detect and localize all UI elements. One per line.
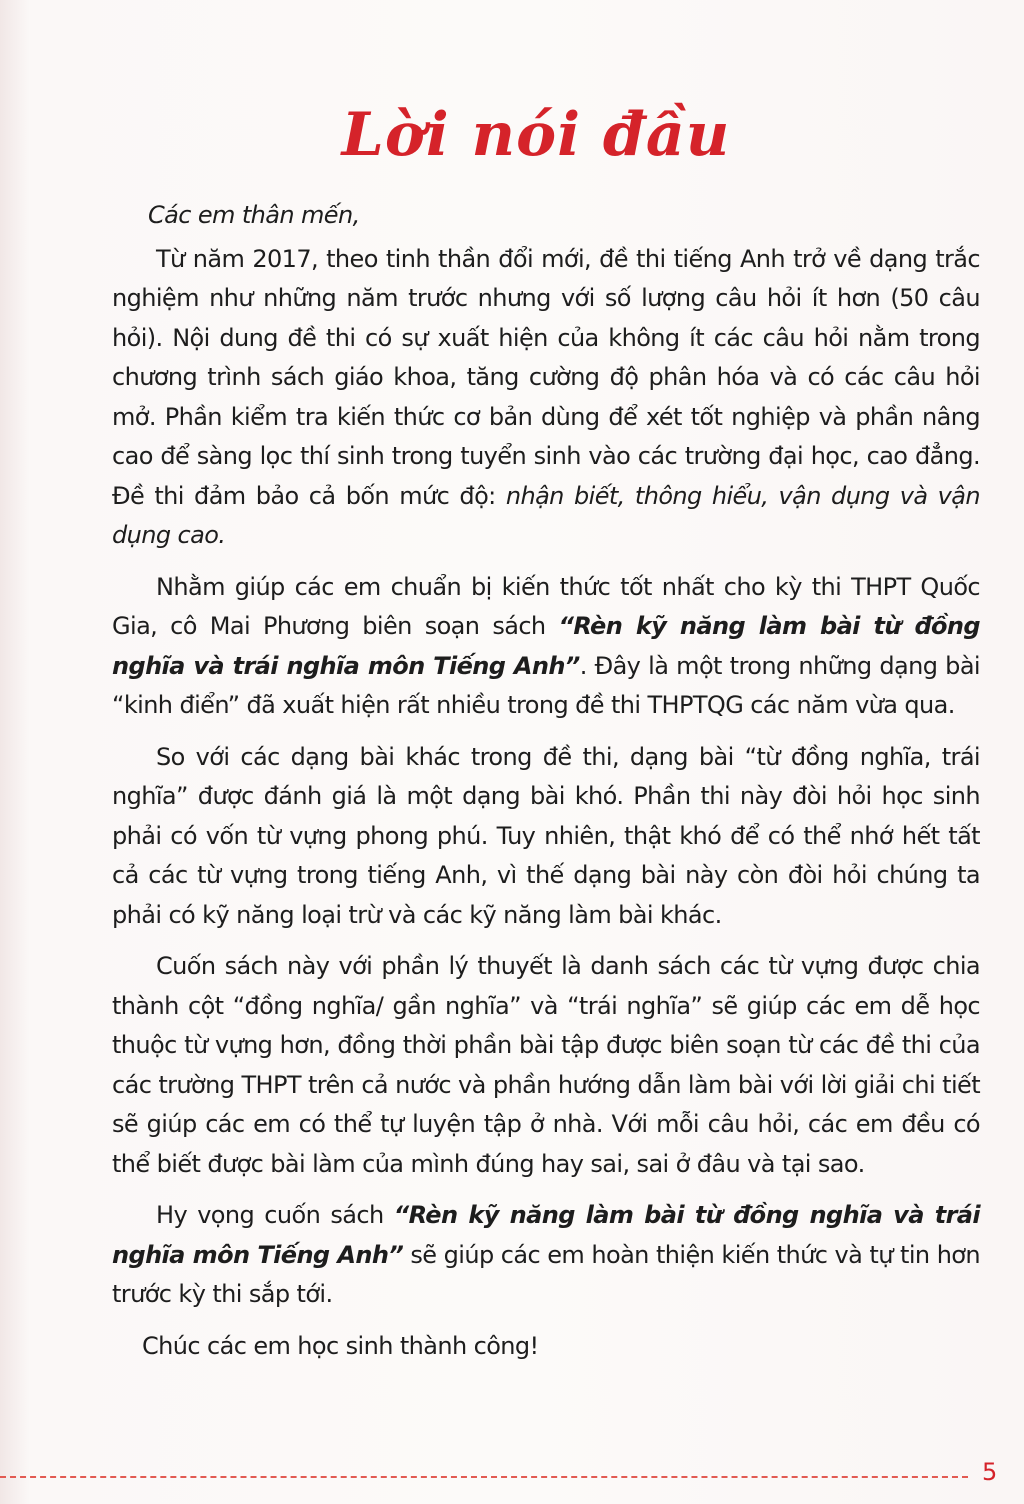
book-title-repeat: “Rèn kỹ năng làm bài từ đồng nghĩa và trái nghĩa môn Tiếng Anh” bbox=[112, 1201, 981, 1269]
paragraph-exam-format bbox=[112, 240, 980, 556]
salutation: Các em thân mến, bbox=[148, 201, 360, 229]
difficulty-levels: nhận biết, thông hiểu, vận dụng và vận dụng cao. bbox=[112, 481, 980, 549]
paragraph-book-intro bbox=[112, 568, 980, 726]
closing-wish: Chúc các em học sinh thành công! bbox=[142, 1331, 539, 1360]
paragraph-book-intro-pre: Nhằm giúp các em chuẩn bị kiến thức tốt nhất cho kỳ thi THPT Quốc Gia, cô Mai Phương biên soạn sách bbox=[112, 572, 980, 640]
preface-body bbox=[112, 196, 980, 1366]
paragraph-difficulty: So với các dạng bài khác trong đề thi, dạng bài “từ đồng nghĩa, trái nghĩa” được đánh giá là một dạng bài khó. Phần thi này đòi hỏi học sinh phải có vốn từ vựng phong phú. Tuy nhiên, thật khó để có thể nhớ hết tất cả các từ vựng trong tiếng Anh, vì thế dạng bài này còn đòi hỏi chúng ta phải có kỹ năng loại trừ và các kỹ năng làm bài khác. bbox=[112, 742, 980, 929]
footer-dashed-divider bbox=[0, 1476, 968, 1478]
paragraph-hope-post: sẽ giúp các em hoàn thiện kiến thức và tự tin hơn trước kỳ thi sắp tới. bbox=[112, 1240, 980, 1308]
paragraph-exam-format-text: Từ năm 2017, theo tinh thần đổi mới, đề thi tiếng Anh trở về dạng trắc nghiệm như những năm trước nhưng với số lượng câu hỏi ít hơn (50 câu hỏi). Nội dung đề thi có sự xuất hiện của không ít các câu hỏi nằm trong chương trình sách giáo khoa, tăng cường độ phân hóa và có các câu hỏi mở. Phần kiểm tra kiến thức cơ bản dùng để xét tốt nghiệp và phần nâng cao để sàng lọc thí sinh trong tuyển sinh vào các trường đại học, cao đẳng. Đề thi đảm bảo cả bốn mức độ: bbox=[112, 244, 980, 510]
page-title: Lời nói đầu bbox=[341, 100, 731, 170]
paragraph-book-intro-post: . Đây là một trong những dạng bài “kinh điển” đã xuất hiện rất nhiều trong đề thi THPTQG các năm vừa qua. bbox=[112, 651, 980, 719]
paragraph-hope-pre: Hy vọng cuốn sách bbox=[156, 1201, 384, 1229]
page-number: 5 bbox=[982, 1458, 998, 1486]
paragraph-book-structure: Cuốn sách này với phần lý thuyết là danh sách các từ vựng được chia thành cột “đồng nghĩa/ gần nghĩa” và “trái nghĩa” sẽ giúp các em dễ học thuộc từ vựng hơn, đồng thời phần bài tập được biên soạn từ các đề thi của các trường THPT trên cả nước và phần hướng dẫn làm bài với lời giải chi tiết sẽ giúp các em có thể tự luyện tập ở nhà. Với mỗi câu hỏi, các em đều có thể biết được bài làm của mình đúng hay sai, sai ở đâu và tại sao. bbox=[112, 952, 980, 1178]
paragraph-hope bbox=[112, 1196, 980, 1315]
book-title: “Rèn kỹ năng làm bài từ đồng nghĩa và trái nghĩa môn Tiếng Anh” bbox=[112, 612, 981, 680]
